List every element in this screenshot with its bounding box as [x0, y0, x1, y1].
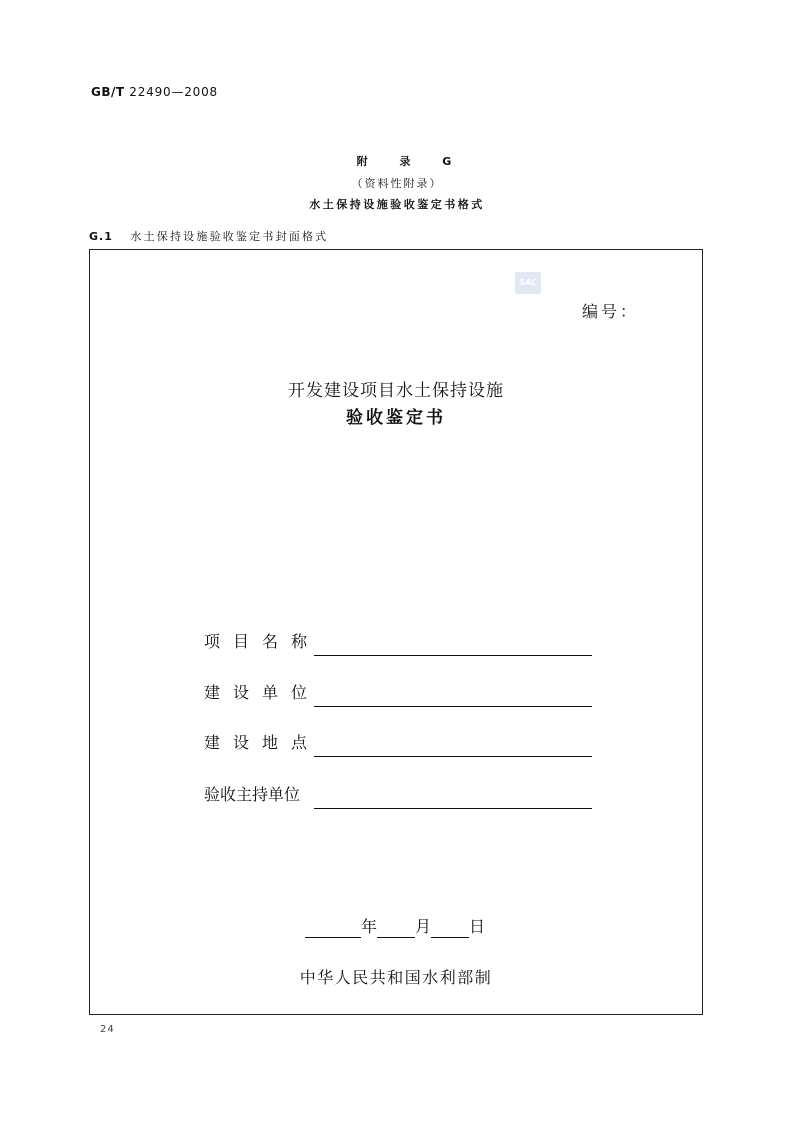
- appendix-title: 附 录 G: [356, 155, 466, 168]
- appendix-note: （资料性附录）: [351, 177, 443, 190]
- serial-number-label: 编号：: [582, 302, 640, 321]
- day-blank: [431, 919, 469, 938]
- section-number: G.1: [89, 230, 113, 243]
- cover-title-line-1: 开发建设项目水土保持设施: [288, 381, 504, 401]
- sac-watermark-logo: SAC: [515, 272, 541, 294]
- field-blank-line: [314, 808, 592, 809]
- year-blank: [305, 919, 361, 938]
- section-heading: [89, 228, 328, 244]
- standard-code: [91, 85, 218, 99]
- field-label: 建设地点: [204, 733, 321, 752]
- field-label: 建设单位: [204, 683, 321, 702]
- standard-prefix: GB/T: [91, 85, 125, 99]
- section-title: 水土保持设施验收鉴定书封面格式: [130, 230, 329, 243]
- standard-number: 22490—2008: [129, 85, 218, 99]
- cover-title-line-2: 验收鉴定书: [346, 408, 446, 428]
- field-label: 项目名称: [204, 632, 321, 651]
- field-label: 验收主持单位: [204, 785, 301, 804]
- issuer: 中华人民共和国水利部制: [299, 968, 493, 987]
- day-unit: 日: [469, 917, 486, 936]
- year-unit: 年: [361, 917, 378, 936]
- appendix-subject: 水土保持设施验收鉴定书格式: [309, 198, 485, 211]
- month-blank: [377, 919, 415, 938]
- field-blank-line: [314, 655, 592, 656]
- page-number: 24: [100, 1024, 115, 1035]
- date-line: [305, 916, 485, 938]
- field-blank-line: [314, 756, 592, 757]
- cover-frame: [89, 249, 703, 1015]
- field-blank-line: [314, 706, 592, 707]
- month-unit: 月: [415, 917, 432, 936]
